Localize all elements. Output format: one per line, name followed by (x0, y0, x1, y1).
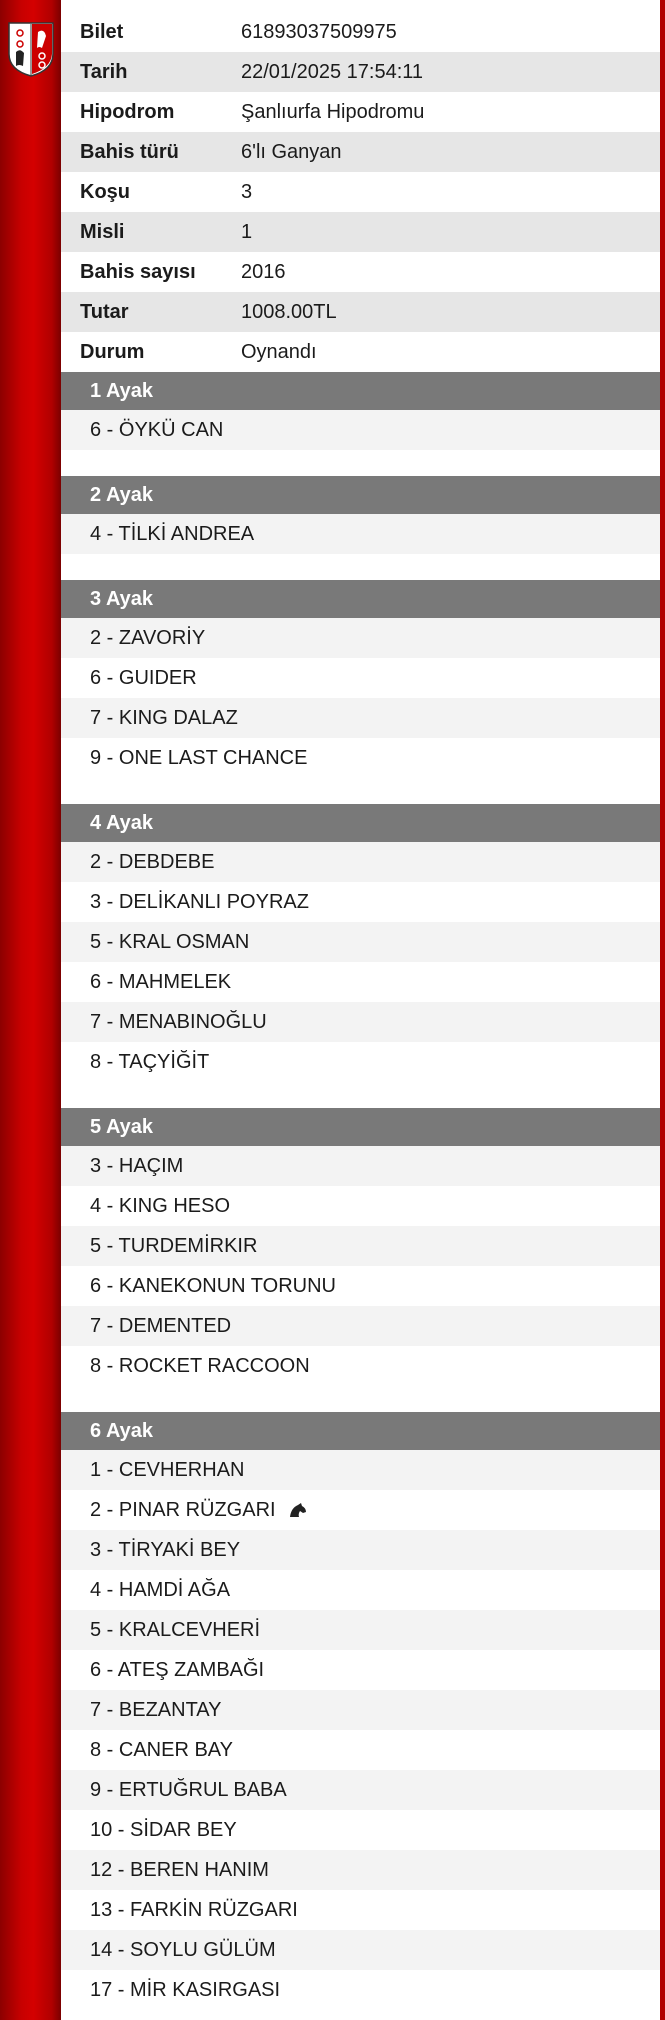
runner-name: 7 - KING DALAZ (90, 706, 238, 729)
runner-name: 2 - DEBDEBE (90, 850, 215, 873)
info-row-hipodrom (61, 92, 660, 132)
leg-section (61, 372, 660, 450)
info-value: Oynandı (241, 340, 317, 363)
info-label: Bahis türü (80, 140, 179, 163)
leg-header: 2 Ayak (61, 476, 660, 514)
runner-row (61, 882, 660, 922)
runner-list (61, 618, 660, 778)
info-value: 22/01/2025 17:54:11 (241, 60, 424, 83)
runner-list (61, 1146, 660, 1386)
runner-name: 8 - TAÇYİĞİT (90, 1050, 210, 1073)
info-row-bilet (61, 12, 660, 52)
runner-name: 3 - TİRYAKİ BEY (90, 1538, 241, 1561)
info-row-tarih (61, 52, 660, 92)
runner-row (61, 1690, 660, 1730)
runner-row (61, 962, 660, 1002)
runner-name: 5 - TURDEMİRKIR (90, 1234, 258, 1257)
runner-row (61, 410, 660, 450)
runner-row (61, 698, 660, 738)
runner-row (61, 922, 660, 962)
runner-row (61, 1650, 660, 1690)
runner-name: 4 - HAMDİ AĞA (90, 1578, 231, 1601)
runner-row (61, 1730, 660, 1770)
info-label: Koşu (80, 180, 130, 203)
horse-head-icon (288, 1502, 308, 1518)
runner-list (61, 410, 660, 450)
info-label: Misli (80, 220, 125, 243)
runner-row (61, 1042, 660, 1082)
club-logo (6, 20, 56, 78)
runner-name: 10 - SİDAR BEY (90, 1818, 237, 1841)
runner-row (61, 1930, 660, 1970)
info-label: Bahis sayısı (80, 260, 196, 283)
runner-row (61, 1610, 660, 1650)
runner-row (61, 1770, 660, 1810)
runner-name: 17 - MİR KASIRGASI (90, 1978, 281, 2001)
runner-row (61, 618, 660, 658)
runner-list (61, 842, 660, 1082)
runner-name: 9 - ONE LAST CHANCE (90, 746, 308, 769)
runner-list (61, 514, 660, 554)
runner-name: 5 - KRAL OSMAN (90, 930, 250, 953)
runner-name: 9 - ERTUĞRUL BABA (90, 1778, 287, 1801)
runner-row (61, 738, 660, 778)
runner-name: 8 - CANER BAY (90, 1738, 233, 1761)
runner-row (61, 1450, 660, 1490)
info-row-bahis-turu (61, 132, 660, 172)
info-value: 61893037509975 (241, 20, 397, 43)
runner-row (61, 1970, 660, 2010)
leg-section (61, 1108, 660, 1386)
leg-section (61, 1412, 660, 2010)
runner-name: 5 - KRALCEVHERİ (90, 1618, 261, 1641)
runner-row (61, 1346, 660, 1386)
runner-name: 7 - DEMENTED (90, 1314, 232, 1337)
leg-section (61, 580, 660, 778)
left-red-rail (0, 0, 61, 2020)
runner-row (61, 658, 660, 698)
leg-header: 6 Ayak (61, 1412, 660, 1450)
info-row-misli (61, 212, 660, 252)
runner-row (61, 1890, 660, 1930)
info-label: Hipodrom (80, 100, 175, 123)
runner-name: 4 - KING HESO (90, 1194, 231, 1217)
info-row-durum (61, 332, 660, 372)
runner-row (61, 1530, 660, 1570)
runner-row (61, 514, 660, 554)
runner-name: 12 - BEREN HANIM (90, 1858, 269, 1881)
runner-row (61, 1146, 660, 1186)
runner-row (61, 1266, 660, 1306)
info-value: 1008.00TL (241, 300, 337, 323)
runner-row (61, 1810, 660, 1850)
right-red-rail (660, 0, 665, 2020)
runner-name: 7 - MENABINOĞLU (90, 1010, 267, 1033)
runner-row (61, 1570, 660, 1610)
runner-row (61, 1186, 660, 1226)
info-value: 6'lı Ganyan (241, 140, 342, 163)
runner-row (61, 1490, 660, 1530)
legs-list (61, 372, 660, 2010)
ticket-content (61, 12, 660, 2020)
info-row-kosu (61, 172, 660, 212)
info-value: Şanlıurfa Hipodromu (241, 100, 425, 123)
ticket-info-table (61, 12, 660, 372)
runner-name: 13 - FARKİN RÜZGARI (90, 1898, 298, 1921)
runner-name: 6 - ÖYKÜ CAN (90, 418, 224, 441)
runner-row (61, 1306, 660, 1346)
leg-header: 3 Ayak (61, 580, 660, 618)
info-label: Tutar (80, 300, 129, 323)
leg-section (61, 804, 660, 1082)
info-label: Durum (80, 340, 145, 363)
runner-name: 6 - GUIDER (90, 666, 197, 689)
runner-name: 3 - HAÇIM (90, 1154, 184, 1177)
runner-row (61, 1850, 660, 1890)
runner-list (61, 1450, 660, 2010)
info-row-bahis-sayisi (61, 252, 660, 292)
info-label: Tarih (80, 60, 128, 83)
runner-name: 6 - MAHMELEK (90, 970, 232, 993)
info-value: 1 (241, 220, 253, 243)
info-label: Bilet (80, 20, 124, 43)
runner-name: 8 - ROCKET RACCOON (90, 1354, 310, 1377)
runner-name: 7 - BEZANTAY (90, 1698, 222, 1721)
runner-name: 14 - SOYLU GÜLÜM (90, 1938, 276, 1961)
info-row-tutar (61, 292, 660, 332)
leg-header: 5 Ayak (61, 1108, 660, 1146)
runner-name: 1 - CEVHERHAN (90, 1458, 245, 1481)
runner-name: 6 - KANEKONUN TORUNU (90, 1274, 336, 1297)
runner-row (61, 1002, 660, 1042)
runner-name: 4 - TİLKİ ANDREA (90, 522, 255, 545)
runner-name: 6 - ATEŞ ZAMBAĞI (90, 1658, 265, 1681)
runner-name: 2 - ZAVORİY (90, 626, 206, 649)
leg-header: 1 Ayak (61, 372, 660, 410)
info-value: 3 (241, 180, 253, 203)
runner-name: 3 - DELİKANLI POYRAZ (90, 890, 309, 913)
runner-row (61, 842, 660, 882)
runner-row (61, 1226, 660, 1266)
runner-name: 2 - PINAR RÜZGARI (90, 1498, 276, 1521)
leg-section (61, 476, 660, 554)
leg-header: 4 Ayak (61, 804, 660, 842)
info-value: 2016 (241, 260, 286, 283)
